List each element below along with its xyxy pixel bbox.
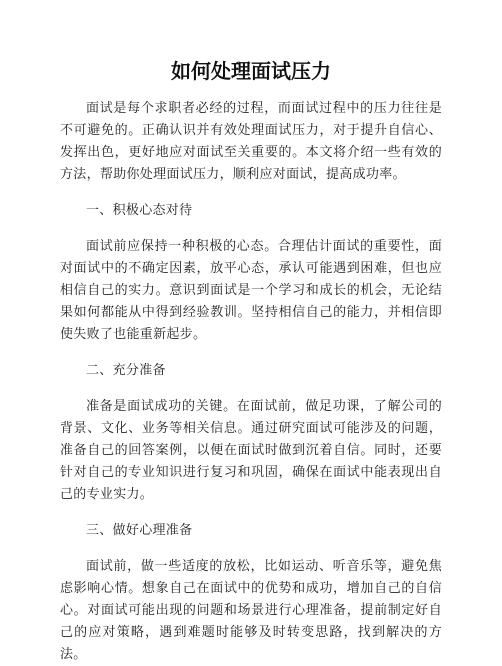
document-page (60, 0, 442, 666)
section-body-positive-mindset: 面试前应保持一种积极的心态。合理估计面试的重要性，面对面试中的不确定因素，放平心态，承认可能遇到困难，但也应相信自己的实力。意识到面试是一个学习和成长的机会，无论结果如何都能从中得到经验教训。坚持相信自己的能力，并相信即使失败了也能重新起步。 (60, 239, 442, 342)
section-heading-positive-mindset: 一、积极心态对待 (86, 203, 193, 218)
section-body-preparation: 准备是面试成功的关键。在面试前，做足功课，了解公司的背景、文化、业务等相关信息。通过研究面试可能涉及的问题，准备自己的回答案例，以便在面试时做到沉着自信。同时，还要针对自己的专业知识进行复习和巩固，确保在面试中能表现出自己的专业实力。 (60, 399, 442, 502)
intro-paragraph: 面试是每个求职者必经的过程，而面试过程中的压力往往是不可避免的。正确认识并有效处理面试压力，对于提升自信心、发挥出色，更好地应对面试至关重要的。本文将介绍一些有效的方法，帮助你处理面试压力，顺利应对面试，提高成功率。 (60, 101, 442, 182)
document-title: 如何处理面试压力 (171, 59, 331, 83)
section-body-mental-preparation: 面试前，做一些适度的放松，比如运动、听音乐等，避免焦虑影响心情。想象自己在面试中的优势和成功，增加自己的自信心。对面试可能出现的问题和场景进行心理准备，提前制定好自己的应对策略，遇到难题时能够及时转变思路，找到解决的方法。 (60, 559, 442, 662)
section-heading-mental-preparation: 三、做好心理准备 (86, 523, 193, 538)
section-heading-preparation: 二、充分准备 (86, 363, 166, 378)
